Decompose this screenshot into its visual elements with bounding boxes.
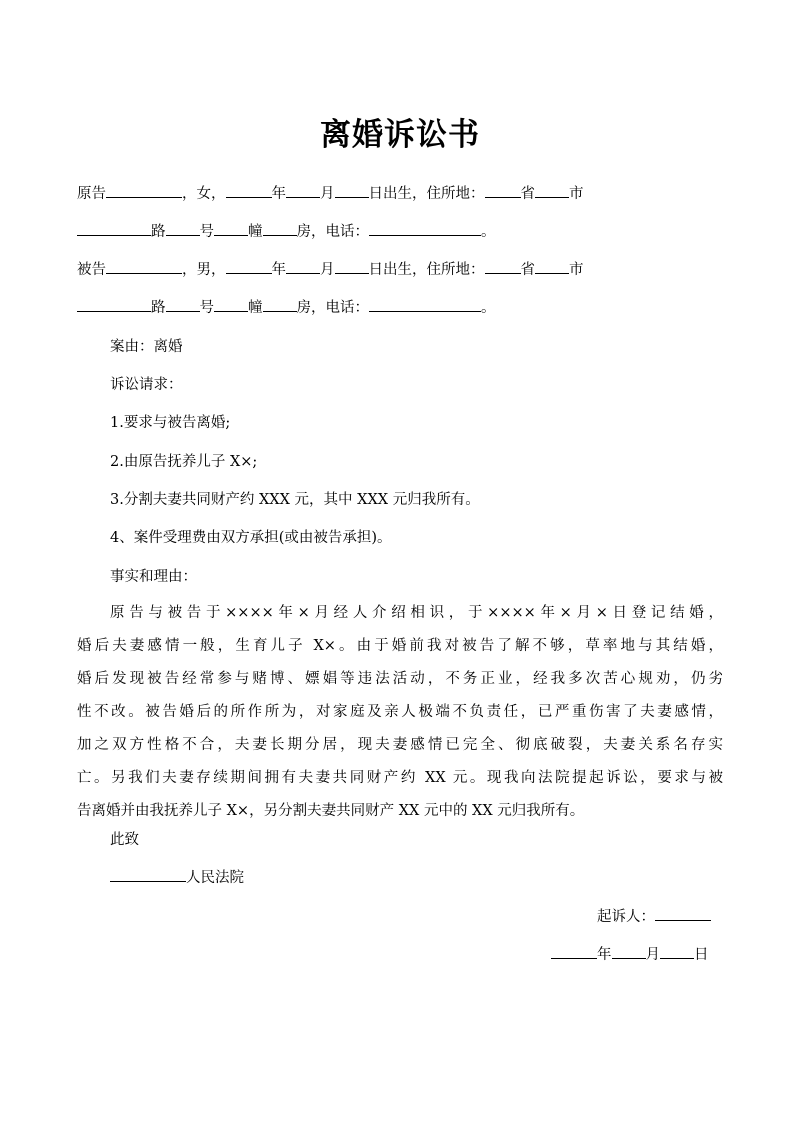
document-title: 离婚诉讼书 [320, 117, 480, 153]
plaintiff-phone-blank [369, 220, 481, 236]
claim-item-1: 1.要求与被告离婚; [110, 415, 231, 431]
defendant-province-label: 省 [520, 262, 535, 278]
date-month-label: 月 [645, 947, 660, 963]
defendant-room-blank [263, 296, 297, 312]
plaintiff-number-blank [166, 220, 200, 236]
plaintiff-room-blank [263, 220, 297, 236]
facts-line: 原告与被告于××××年×月经人介绍相识，于××××年×月×日登记结婚， [110, 605, 723, 621]
plaintiff-city-blank [535, 182, 569, 198]
court-line [110, 866, 244, 890]
facts-line: 加之双方性格不合，夫妻长期分居，现夫妻感情已完全、彻底破裂，夫妻关系名存实 [77, 737, 723, 753]
defendant-building-blank [214, 296, 248, 312]
plaintiff-birth-label: 日出生，住所地： [368, 186, 485, 202]
defendant-city-blank [535, 258, 569, 274]
court-name-blank [110, 866, 186, 882]
plaintiff-birth-day-blank [335, 182, 369, 198]
claim-item-2: 2.由原告抚养儿子 X×; [110, 454, 258, 470]
plaintiff-number-label: 号 [199, 224, 214, 240]
closing: 此致 [110, 832, 139, 848]
defendant-phone-blank [369, 296, 481, 312]
signer-line [597, 905, 711, 929]
claim-item-3: 3.分割夫妻共同财产约 XXX 元，其中 XXX 元归我所有。 [110, 492, 480, 508]
plaintiff-label: 原告 [77, 186, 106, 202]
facts-line: 亡。另我们夫妻存续期间拥有夫妻共同财产约 XX 元。现我向法院提起诉讼，要求与被 [77, 770, 723, 786]
defendant-birth-label: 日出生，住所地： [368, 262, 485, 278]
defendant-building-label: 幢 [248, 300, 263, 316]
plaintiff-month-label: 月 [320, 186, 335, 202]
date-year-label: 年 [597, 947, 612, 963]
signer-label: 起诉人： [597, 909, 655, 925]
defendant-end: 。 [481, 300, 496, 316]
facts-line: 告离婚并由我抚养儿子 X×，另分割夫妻共同财产 XX 元中的 XX 元归我所有。 [77, 803, 585, 819]
plaintiff-line-1 [77, 182, 584, 206]
defendant-city-label: 市 [569, 262, 584, 278]
defendant-birth-month-blank [286, 258, 320, 274]
defendant-month-label: 月 [320, 262, 335, 278]
plaintiff-birth-month-blank [286, 182, 320, 198]
defendant-road-label: 路 [151, 300, 166, 316]
plaintiff-province-label: 省 [520, 186, 535, 202]
defendant-room-label: 房，电话： [296, 300, 369, 316]
date-year-blank [551, 943, 597, 959]
plaintiff-building-blank [214, 220, 248, 236]
defendant-line-2 [77, 296, 496, 320]
date-line [551, 943, 709, 967]
plaintiff-line-2 [77, 220, 496, 244]
facts-line: 婚后夫妻感情一般，生育儿子 X×。由于婚前我对被告了解不够，草率地与其结婚， [77, 638, 723, 654]
facts-heading: 事实和理由： [110, 569, 197, 585]
date-day-blank [660, 943, 694, 959]
plaintiff-end: 。 [481, 224, 496, 240]
claims-heading: 诉讼请求： [110, 377, 183, 393]
defendant-name-blank [106, 258, 182, 274]
facts-line: 婚后发现被告经常参与赌博、嫖娼等违法活动，不务正业，经我多次苦心规劝，仍劣 [77, 671, 723, 687]
plaintiff-province-blank [485, 182, 521, 198]
defendant-number-blank [166, 296, 200, 312]
facts-line: 性不改。被告婚后的所作所为，对家庭及亲人极端不负责任，已严重伤害了夫妻感情， [77, 704, 723, 720]
plaintiff-gender: ，女， [182, 186, 226, 202]
plaintiff-year-label: 年 [271, 186, 286, 202]
defendant-road-blank [77, 296, 151, 312]
defendant-province-blank [485, 258, 521, 274]
plaintiff-city-label: 市 [569, 186, 584, 202]
case-cause: 案由：离婚 [110, 339, 183, 355]
claim-item-4: 4、案件受理费由双方承担(或由被告承担)。 [110, 530, 392, 546]
court-suffix: 人民法院 [186, 870, 244, 886]
plaintiff-birth-year-blank [226, 182, 272, 198]
date-day-label: 日 [694, 947, 709, 963]
plaintiff-name-blank [106, 182, 182, 198]
defendant-birth-year-blank [226, 258, 272, 274]
date-month-blank [612, 943, 646, 959]
defendant-birth-day-blank [335, 258, 369, 274]
defendant-label: 被告 [77, 262, 106, 278]
defendant-gender: ，男， [182, 262, 226, 278]
defendant-number-label: 号 [199, 300, 214, 316]
facts-paragraph [77, 597, 723, 828]
plaintiff-room-label: 房，电话： [296, 224, 369, 240]
signer-blank [655, 905, 711, 921]
plaintiff-road-label: 路 [151, 224, 166, 240]
defendant-line-1 [77, 258, 584, 282]
plaintiff-road-blank [77, 220, 151, 236]
defendant-year-label: 年 [271, 262, 286, 278]
plaintiff-building-label: 幢 [248, 224, 263, 240]
